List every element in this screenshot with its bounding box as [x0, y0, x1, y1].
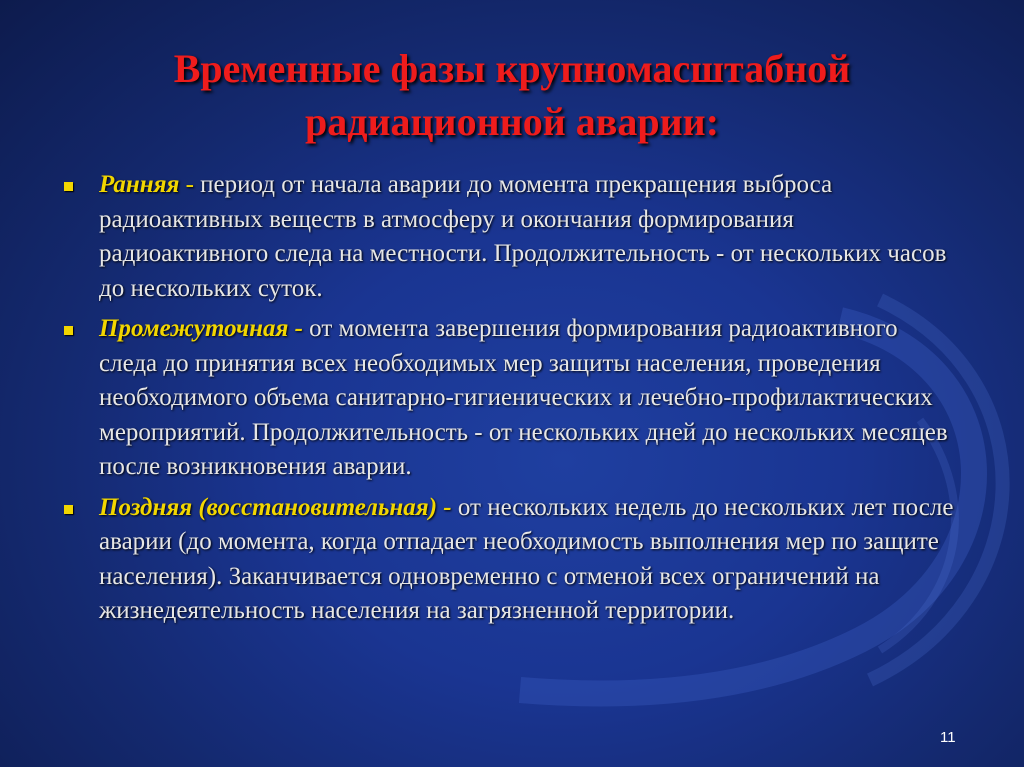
square-bullet-icon [64, 326, 73, 335]
bullet-list [62, 168, 962, 635]
phase-dash: - [185, 171, 194, 198]
bullet-item-late-phase [62, 491, 962, 629]
phase-term: Ранняя [99, 171, 180, 198]
slide-title-line-2: радиационной аварии: [304, 99, 720, 144]
phase-term: Поздняя (восстановительная) [99, 493, 438, 521]
phase-dash: - [443, 493, 452, 521]
phase-dash: - [294, 315, 303, 342]
phase-description: от момента завершения формирования радиоактивного следа до принятия всех необходимых мер защиты населения, проведения необходимого объема санитарно-гигиенических и лечебно-профилактических мероприятий. Продолжительность - от нескольких дней до нескольких месяцев после возникновения аварии. [99, 315, 948, 480]
square-bullet-icon [64, 505, 73, 514]
slide-title [60, 42, 964, 148]
bullet-item-intermediate-phase [62, 312, 962, 485]
square-bullet-icon [64, 182, 73, 191]
slide-title-line-1: Временные фазы крупномасштабной [173, 46, 851, 91]
phase-description: от нескольких недель до нескольких лет после аварии (до момента, когда отпадает необходимость выполнения мер по защите населения). Заканчивается одновременно с отменой всех ограничений на жизнедеятельность населения на загрязненной территории. [99, 493, 954, 624]
phase-term: Промежуточная [99, 315, 289, 342]
bullet-item-early-phase [62, 168, 962, 306]
page-number: 11 [940, 729, 956, 746]
phase-description: период от начала аварии до момента прекращения выброса радиоактивных веществ в атмосферу и окончания формирования радиоактивного следа на местности. Продолжительность - от нескольких часов до нескольких суток. [99, 171, 947, 302]
